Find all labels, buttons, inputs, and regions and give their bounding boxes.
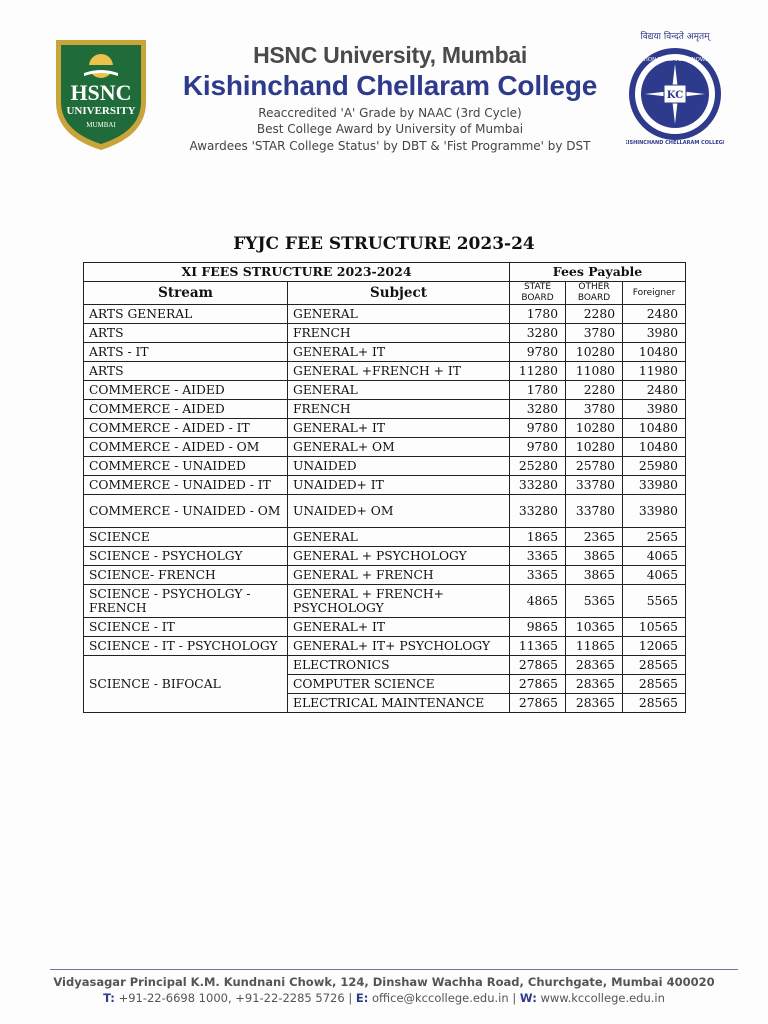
- other-board-fee: 11865: [566, 637, 623, 656]
- subject-cell: GENERAL +FRENCH + IT: [288, 362, 510, 381]
- other-board-fee: 10280: [566, 343, 623, 362]
- other-board-fee: 11080: [566, 362, 623, 381]
- kc-college-emblem: [626, 28, 724, 152]
- other-board-fee: 10280: [566, 438, 623, 457]
- other-board-fee: 10280: [566, 419, 623, 438]
- other-board-fee: 10365: [566, 618, 623, 637]
- foreigner-fee: 11980: [623, 362, 686, 381]
- foreigner-fee: 2480: [623, 305, 686, 324]
- other-board-fee: 2365: [566, 528, 623, 547]
- stream-cell: COMMERCE - AIDED: [84, 400, 288, 419]
- foreigner-fee: 2565: [623, 528, 686, 547]
- stream-cell: ARTS - IT: [84, 343, 288, 362]
- foreigner-column-header: Foreigner: [623, 282, 686, 305]
- footer-divider: [50, 969, 738, 970]
- university-name: HSNC University, Mumbai: [253, 42, 527, 68]
- fee-structure-table: [83, 262, 686, 713]
- foreigner-fee: 28565: [623, 656, 686, 675]
- subject-cell: GENERAL: [288, 305, 510, 324]
- subject-cell: GENERAL: [288, 528, 510, 547]
- state-board-fee: 9780: [510, 438, 566, 457]
- table-row: [84, 419, 686, 438]
- subject-cell: UNAIDED: [288, 457, 510, 476]
- state-board-fee: 11280: [510, 362, 566, 381]
- hsnc-university-logo: [48, 32, 154, 154]
- bifocal-rows: [84, 656, 686, 713]
- stream-cell: ARTS: [84, 362, 288, 381]
- subject-column-header: Subject: [288, 282, 510, 305]
- foreigner-fee: 2480: [623, 381, 686, 400]
- table-row: [84, 495, 686, 528]
- other-board-fee: 28365: [566, 656, 623, 675]
- subject-cell: COMPUTER SCIENCE: [288, 675, 510, 694]
- foreigner-fee: 10565: [623, 618, 686, 637]
- state-board-fee: 9780: [510, 343, 566, 362]
- table-row: [84, 324, 686, 343]
- stream-cell: COMMERCE - AIDED: [84, 381, 288, 400]
- stream-cell: SCIENCE - PSYCHOLGY: [84, 547, 288, 566]
- subject-cell: GENERAL+ IT: [288, 618, 510, 637]
- foreigner-fee: 10480: [623, 343, 686, 362]
- table-row: [84, 585, 686, 618]
- subject-cell: GENERAL + FRENCH: [288, 566, 510, 585]
- subject-cell: FRENCH: [288, 324, 510, 343]
- foreigner-fee: 28565: [623, 675, 686, 694]
- logo-text-university: UNIVERSITY: [66, 105, 136, 117]
- foreigner-fee: 4065: [623, 547, 686, 566]
- subject-cell: ELECTRONICS: [288, 656, 510, 675]
- email-link[interactable]: office@kccollege.edu.in: [371, 991, 509, 1005]
- phone-label: T:: [103, 991, 115, 1005]
- state-board-fee: 33280: [510, 495, 566, 528]
- table-row: [84, 381, 686, 400]
- other-board-fee: 2280: [566, 381, 623, 400]
- other-board-fee: 3865: [566, 547, 623, 566]
- table-row: [84, 305, 686, 324]
- subject-cell: UNAIDED+ OM: [288, 495, 510, 528]
- stream-cell: SCIENCE - IT - PSYCHOLOGY: [84, 637, 288, 656]
- bifocal-stream: SCIENCE - BIFOCAL: [84, 656, 288, 713]
- star-status-line: Awardees 'STAR College Status' by DBT & 'Fist Programme' by DST: [189, 139, 591, 153]
- award-line: Best College Award by University of Mumbai: [256, 122, 524, 136]
- subject-cell: GENERAL+ OM: [288, 438, 510, 457]
- foreigner-fee: 33980: [623, 476, 686, 495]
- other-board-fee: 28365: [566, 694, 623, 713]
- logo-text-mumbai: MUMBAI: [86, 121, 116, 129]
- stream-column-header: Stream: [84, 282, 288, 305]
- table-row: [84, 566, 686, 585]
- stream-cell: SCIENCE - IT: [84, 618, 288, 637]
- emblem-ring-text: SALVATION THROUGH KNOWLEDGE: [626, 57, 724, 63]
- table-row: [84, 618, 686, 637]
- other-board-fee: 3865: [566, 566, 623, 585]
- web-label: W:: [519, 991, 537, 1005]
- state-board-fee: 1780: [510, 381, 566, 400]
- state-board-fee: 27865: [510, 675, 566, 694]
- foreigner-fee: 4065: [623, 566, 686, 585]
- website-link[interactable]: www.kccollege.edu.in: [540, 991, 665, 1005]
- table-row: [84, 400, 686, 419]
- subject-cell: ELECTRICAL MAINTENANCE: [288, 694, 510, 713]
- state-board-fee: 3365: [510, 566, 566, 585]
- footer-contact: T: +91-22-6698 1000, +91-22-2285 5726 | E: office@kccollege.edu.in | W: www.kccollege.edu.in: [103, 991, 665, 1005]
- subject-cell: GENERAL: [288, 381, 510, 400]
- foreigner-fee: 3980: [623, 400, 686, 419]
- stream-cell: ARTS GENERAL: [84, 305, 288, 324]
- table-row: [84, 656, 686, 675]
- stream-cell: SCIENCE - PSYCHOLGY - FRENCH: [84, 585, 288, 618]
- stream-cell: SCIENCE: [84, 528, 288, 547]
- page-title: FYJC FEE STRUCTURE 2023-24: [233, 234, 535, 254]
- foreigner-fee: 10480: [623, 419, 686, 438]
- other-board-fee: 33780: [566, 476, 623, 495]
- subject-cell: FRENCH: [288, 400, 510, 419]
- fee-rows: [84, 305, 686, 656]
- state-board-fee: 25280: [510, 457, 566, 476]
- other-board-fee: 3780: [566, 400, 623, 419]
- state-board-column-header: STATE BOARD: [510, 282, 566, 305]
- emblem-motto: विद्यया विन्दते अमृतम्: [640, 32, 710, 42]
- stream-cell: COMMERCE - AIDED - IT: [84, 419, 288, 438]
- stream-cell: COMMERCE - UNAIDED - IT: [84, 476, 288, 495]
- emblem-ring-bottom: KISHINCHAND CHELLARAM COLLEGE: [626, 140, 724, 146]
- stream-cell: COMMERCE - UNAIDED - OM: [84, 495, 288, 528]
- state-board-fee: 3280: [510, 324, 566, 343]
- subject-cell: GENERAL+ IT: [288, 343, 510, 362]
- foreigner-fee: 28565: [623, 694, 686, 713]
- subject-cell: GENERAL+ IT+ PSYCHOLOGY: [288, 637, 510, 656]
- foreigner-fee: 25980: [623, 457, 686, 476]
- college-name: Kishinchand Chellaram College: [182, 70, 598, 101]
- logo-text-hsnc: HSNC: [70, 80, 132, 105]
- state-board-fee: 3280: [510, 400, 566, 419]
- state-board-fee: 3365: [510, 547, 566, 566]
- other-board-fee: 5365: [566, 585, 623, 618]
- other-board-column-header: OTHER BOARD: [566, 282, 623, 305]
- table-row: [84, 362, 686, 381]
- stream-cell: ARTS: [84, 324, 288, 343]
- email-label: E:: [355, 991, 369, 1005]
- foreigner-fee: 5565: [623, 585, 686, 618]
- other-board-fee: 25780: [566, 457, 623, 476]
- state-board-fee: 27865: [510, 656, 566, 675]
- state-board-fee: 9780: [510, 419, 566, 438]
- other-board-fee: 33780: [566, 495, 623, 528]
- table-row: [84, 528, 686, 547]
- foreigner-fee: 33980: [623, 495, 686, 528]
- stream-cell: COMMERCE - UNAIDED: [84, 457, 288, 476]
- foreigner-fee: 3980: [623, 324, 686, 343]
- column-header-row: [84, 282, 686, 305]
- table-row: [84, 637, 686, 656]
- subject-cell: GENERAL + PSYCHOLOGY: [288, 547, 510, 566]
- stream-cell: SCIENCE- FRENCH: [84, 566, 288, 585]
- table-row: [84, 476, 686, 495]
- state-board-fee: 9865: [510, 618, 566, 637]
- table-row: [84, 438, 686, 457]
- table-row: [84, 547, 686, 566]
- table-row: [84, 457, 686, 476]
- foreigner-fee: 12065: [623, 637, 686, 656]
- state-board-fee: 1780: [510, 305, 566, 324]
- state-board-fee: 27865: [510, 694, 566, 713]
- state-board-fee: 4865: [510, 585, 566, 618]
- table-section-header-row: [84, 263, 686, 282]
- subject-cell: GENERAL+ IT: [288, 419, 510, 438]
- other-board-fee: 28365: [566, 675, 623, 694]
- footer-address: Vidyasagar Principal K.M. Kundnani Chowk, 124, Dinshaw Wachha Road, Churchgate, Mumbai 400020: [53, 975, 715, 989]
- stream-cell: COMMERCE - AIDED - OM: [84, 438, 288, 457]
- other-board-fee: 3780: [566, 324, 623, 343]
- other-board-fee: 2280: [566, 305, 623, 324]
- fees-payable-header: Fees Payable: [510, 263, 686, 282]
- phone-numbers: +91-22-6698 1000, +91-22-2285 5726: [118, 991, 345, 1005]
- emblem-center: KC: [666, 90, 684, 101]
- state-board-fee: 33280: [510, 476, 566, 495]
- foreigner-fee: 10480: [623, 438, 686, 457]
- state-board-fee: 1865: [510, 528, 566, 547]
- table-row: [84, 343, 686, 362]
- state-board-fee: 11365: [510, 637, 566, 656]
- section-header: XI FEES STRUCTURE 2023-2024: [84, 263, 510, 282]
- accreditation-line: Reaccredited 'A' Grade by NAAC (3rd Cycle): [258, 106, 522, 120]
- subject-cell: UNAIDED+ IT: [288, 476, 510, 495]
- subject-cell: GENERAL + FRENCH+ PSYCHOLOGY: [288, 585, 510, 618]
